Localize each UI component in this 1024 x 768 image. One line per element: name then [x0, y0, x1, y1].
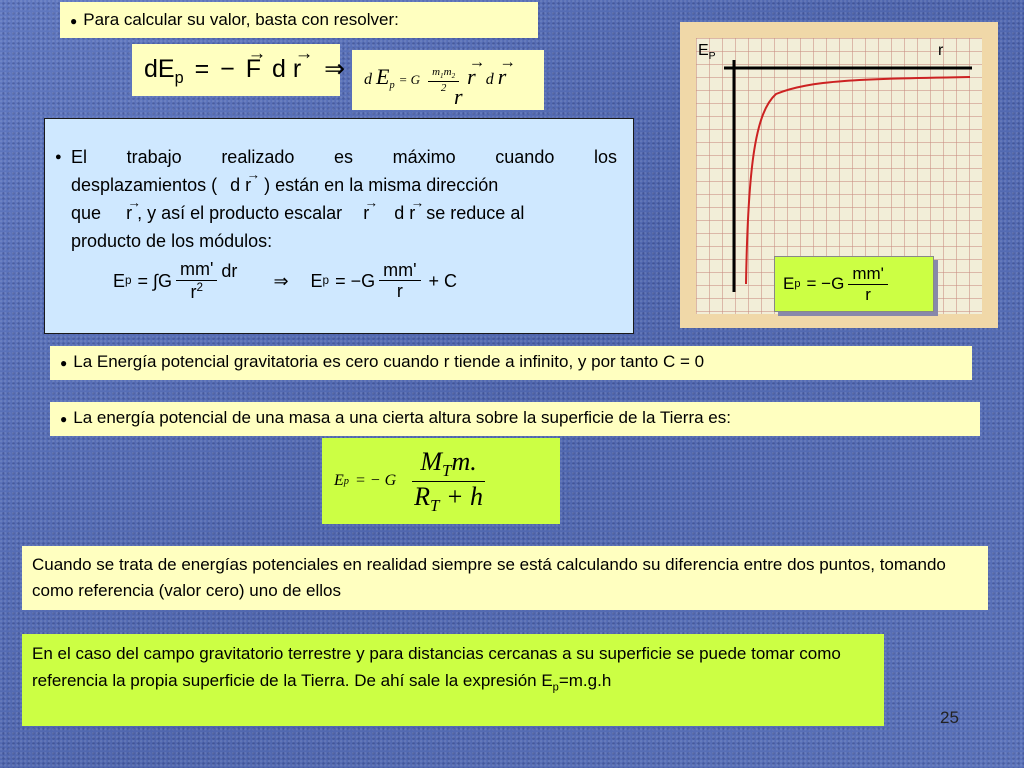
formula-d: d	[271, 55, 286, 83]
formula-dE-box	[352, 50, 544, 110]
bullet-icon: ●	[55, 151, 62, 163]
height-energy-text: La energía potencial de una masa a una cierta altura sobre la superficie de la Tierra es:	[73, 408, 731, 427]
potential-graph	[680, 22, 998, 328]
force-vector: → F	[246, 55, 261, 84]
graph-formula-box: E p = −G $\frac{mm'}{r}$	[774, 256, 934, 312]
potential-curve	[746, 77, 970, 284]
explain-line3: que → r , y así el producto escalar → r d → r se reduce al	[71, 199, 617, 227]
earth-E: E	[334, 472, 344, 489]
integral-equation: E p = ∫G $\frac{mm'}{r^2}$ dr ⇒ E p = −G $\frac{mm'}{r}$ + C	[113, 259, 458, 302]
f2-d: d	[364, 71, 372, 88]
intro-box	[60, 2, 538, 38]
r-vector: → r	[293, 55, 301, 84]
bullet-icon: ●	[70, 14, 78, 28]
formula-work-box	[132, 44, 346, 96]
f2-r2-vector: → r	[498, 64, 507, 90]
formula-minus: −	[220, 55, 235, 83]
f2-r-under: r	[454, 84, 463, 109]
earth-formula-box	[322, 438, 560, 524]
f2-fraction: $\frac{m_1m_2}{2}$	[428, 66, 459, 94]
f2-d2: d	[485, 71, 494, 88]
f2-eq: = G	[398, 72, 421, 87]
bullet-icon: ●	[60, 412, 68, 426]
surface-note-box	[22, 634, 884, 726]
intro-text: Para calcular su valor, basta con resolver:	[83, 10, 399, 29]
bullet-icon: ●	[60, 356, 68, 370]
explanation-box	[44, 118, 634, 334]
earth-sub: p	[343, 475, 349, 487]
reference-note-text: Cuando se trata de energías potenciales en realidad siempre se está calculando su diferencia entre dos puntos, tomando como referencia (valor cero) uno de ellos	[32, 555, 946, 600]
f2-sub: p	[389, 80, 395, 92]
formula-lhs: $dE_p$	[144, 55, 184, 87]
surface-note-text: En el caso del campo gravitatorio terrestre y para distancias cercanas a su superficie se puede tomar como referencia la propia superficie de la Tierra. De ahí sale la expresión $E_p=m.g.h$	[32, 644, 841, 694]
earth-rest: = − G	[354, 472, 397, 489]
explain-line2: desplazamientos ( d → r ) están en la misma dirección	[71, 171, 617, 199]
explain-line4: producto de los módulos:	[71, 231, 273, 251]
implies-symbol: ⇒	[324, 55, 346, 83]
explain-line1: ● El trabajo realizado es máximo cuando los	[71, 143, 617, 171]
graph-formula-fraction: $\frac{mm'}{r}$	[848, 264, 888, 304]
f2-r-vector: → r	[467, 64, 476, 90]
formula-eq: =	[194, 55, 210, 83]
height-energy-box	[50, 402, 980, 436]
page-number: 25	[940, 708, 959, 727]
f2-E: E	[376, 64, 390, 89]
reference-note-box	[22, 546, 988, 610]
y-axis-label: $E_P$	[698, 42, 716, 63]
zero-energy-box	[50, 346, 972, 380]
zero-energy-text: La Energía potencial gravitatoria es cero cuando r tiende a infinito, y por tanto C = 0	[73, 352, 705, 371]
earth-fraction: $\frac{M_Tm.}{R_T + h}$	[414, 446, 483, 515]
x-axis-label: r	[938, 42, 944, 59]
